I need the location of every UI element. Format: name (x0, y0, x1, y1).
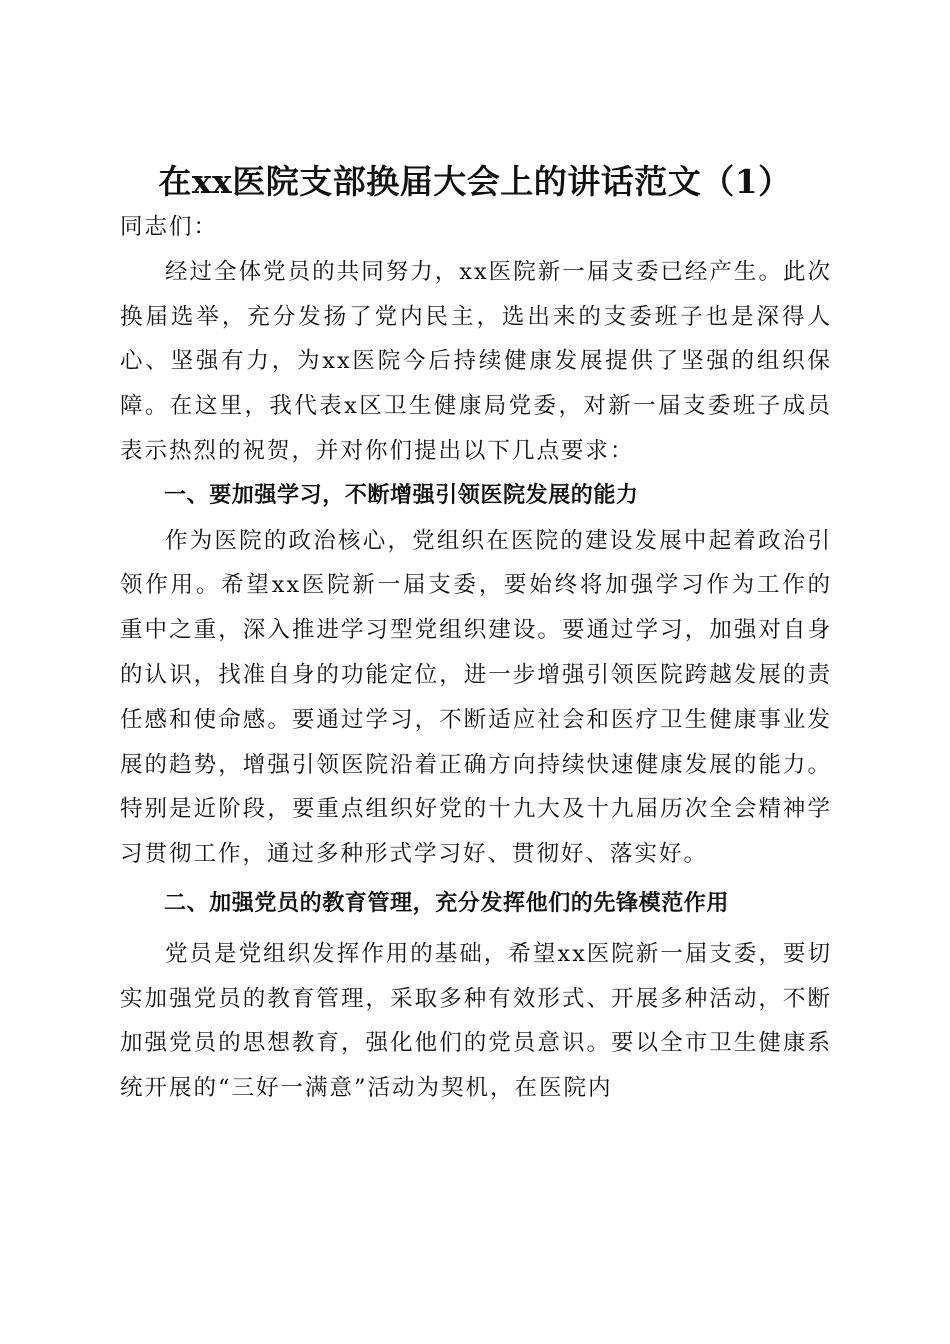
section-heading-1: 一、要加强学习，不断增强引领医院发展的能力 (164, 482, 639, 508)
salutation: 同志们： (120, 214, 219, 240)
page-title: 在xx医院支部换届大会上的讲话范文（1） (158, 162, 792, 202)
intro-paragraph: 经过全体党员的共同努力，xx医院新一届支委已经产生。此次换届选举，充分发扬了党内民主，选出来的支委班子也是深得人心、坚强有力，为xx医院今后持续健康发展提供了坚强的组织保障。在这里，我代表x区卫生健康局党委，对新一届支委班子成员表示热烈的祝贺，并对你们提出以下几点要求： (120, 258, 832, 464)
section-paragraph-2: 党员是党组织发挥作用的基础，希望xx医院新一届支委，要切实加强党员的教育管理，采取多种有效形式、开展多种活动，不断加强党员的思想教育，强化他们的党员意识。要以全市卫生健康系统开展的“三好一满意”活动为契机，在医院内 (120, 940, 832, 1102)
document-body (120, 205, 832, 1111)
section-paragraph-1: 作为医院的政治核心，党组织在医院的建设发展中起着政治引领作用。希望xx医院新一届支委，要始终将加强学习作为工作的重中之重，深入推进学习型党组织建设。要通过学习，加强对自身的认识，找准自身的功能定位，进一步增强引领医院跨越发展的责任感和使命感。要通过学习，不断适应社会和医疗卫生健康事业发展的趋势，增强引领医院沿着正确方向持续快速健康发展的能力。特别是近阶段，要重点组织好党的十九大及十九届历次全会精神学习贯彻工作，通过多种形式学习好、贯彻好、落实好。 (120, 527, 832, 868)
section-heading-2: 二、加强党员的教育管理，充分发挥他们的先锋模范作用 (164, 890, 730, 916)
